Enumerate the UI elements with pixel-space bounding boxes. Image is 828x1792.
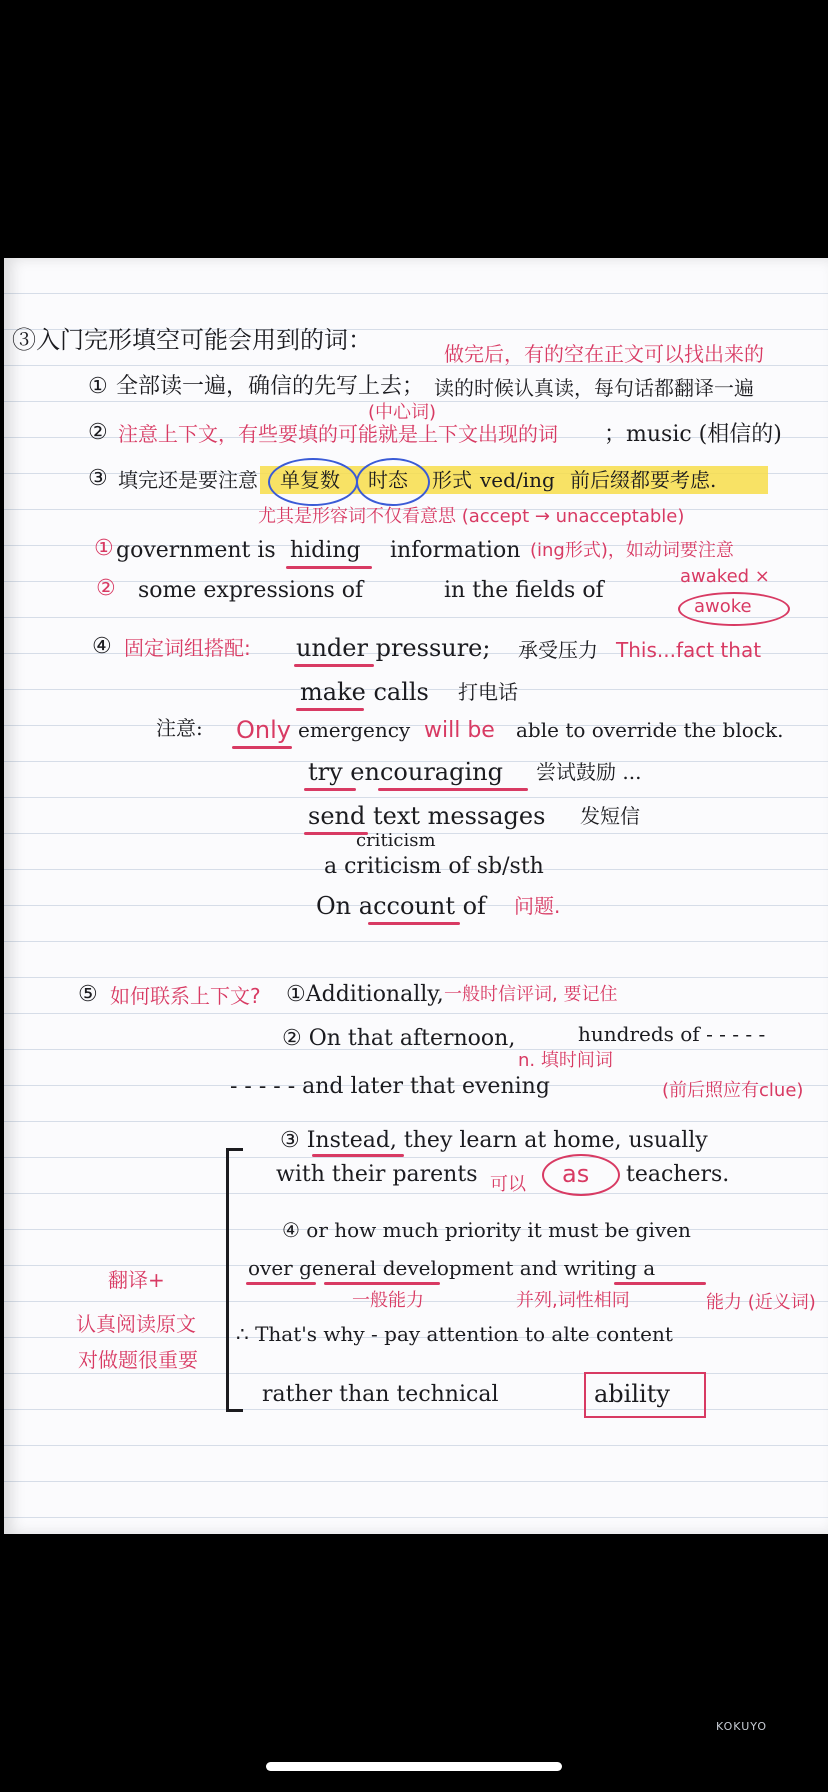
item1-note: 做完后，有的空在正文可以找出来的	[444, 342, 764, 366]
item3b-tail: in the fields of	[444, 578, 604, 603]
section5-line5-word: as	[562, 1160, 590, 1188]
underline-mark	[294, 664, 374, 667]
item4-phrase2-zh: 打电话	[458, 680, 518, 704]
underline-mark	[378, 788, 528, 791]
item2-mid: (中心词)	[368, 402, 437, 423]
item3b-text: some expressions of	[138, 578, 364, 603]
note-label: 注意:	[156, 716, 203, 740]
item3b-side2: awoke	[694, 596, 752, 617]
section5-line7-note1: 一般能力	[352, 1290, 424, 1311]
note4-en: a criticism of sb/sth	[324, 854, 544, 879]
item1-tail: 读的时候认真读，每句话都翻译一遍	[434, 376, 754, 400]
section5-number: ⑤	[78, 982, 98, 1007]
section5-line7-note3: 能力 (近义词)	[706, 1292, 816, 1313]
note2-zh: 尝试鼓励 ...	[536, 760, 642, 784]
item3-part5: 前后缀都要考虑.	[570, 468, 717, 492]
underline-mark	[232, 746, 292, 749]
section5-side1: 翻译+	[108, 1268, 165, 1292]
section5-line5-note: 可以	[490, 1174, 526, 1195]
underline-mark	[286, 566, 372, 569]
underline-mark	[312, 1154, 404, 1157]
item2-tail: ；music (相信的)	[604, 422, 782, 447]
item1-text: 全部读一遍，确信的先写上去；	[116, 374, 425, 399]
section5-line2: ② On that afternoon,	[282, 1026, 516, 1051]
section5-side2: 认真阅读原文	[76, 1312, 196, 1336]
item3-part1: 单复数	[280, 468, 340, 492]
item3a-text: government is	[116, 538, 276, 563]
item4-phrase1-zh: 承受压力	[518, 638, 598, 662]
underline-mark	[368, 922, 460, 925]
section5-sub1: ①Additionally,	[286, 982, 444, 1007]
note3-en: send text messages	[308, 802, 546, 830]
bracket-mark	[226, 1148, 243, 1412]
section5-label: 如何联系上下文?	[110, 984, 261, 1008]
section5-line5: with their parents	[276, 1162, 478, 1187]
item3a-number: ①	[94, 536, 114, 561]
section5-line6: ④ or how much priority it must be given	[282, 1218, 691, 1242]
section5-side3: 对做题很重要	[78, 1348, 198, 1372]
underline-mark	[614, 1282, 706, 1285]
item3-number: ③	[88, 466, 108, 491]
section5-line9: rather than technical	[262, 1382, 499, 1407]
note5-zh: 问题.	[514, 894, 561, 918]
section5-line7-note2: 并列,词性相同	[516, 1290, 630, 1311]
section5-line4: ③ Instead, they learn at home, usually	[280, 1128, 708, 1153]
section5-line3: - - - - - and later that evening	[230, 1074, 550, 1099]
item2-text: 注意上下文，有些要填的可能就是上下文出现的词	[118, 422, 558, 446]
section5-line5-tail: teachers.	[626, 1162, 730, 1187]
note1-willbe: will be	[424, 718, 495, 743]
notebook-page	[4, 258, 828, 1733]
home-indicator[interactable]	[266, 1762, 562, 1771]
note3-zh: 发短信	[580, 804, 640, 828]
item2-number: ②	[88, 420, 108, 445]
item4-label: 固定词组搭配:	[124, 636, 251, 660]
section5-line8: ∴ That's why - pay attention to alte content	[236, 1322, 673, 1346]
section5-line2-tail: hundreds of - - - - -	[578, 1022, 766, 1046]
note4-top: criticism	[356, 830, 436, 851]
underline-mark	[296, 708, 364, 711]
note5-en: On account of	[316, 892, 486, 920]
item4-side: This...fact that	[616, 638, 762, 662]
item3-part2: 时态	[368, 468, 408, 492]
underline-mark	[324, 1282, 440, 1285]
section5-line7: over general development and writing a	[248, 1256, 656, 1280]
item4-phrase2: make calls	[300, 678, 429, 706]
underline-mark	[246, 1282, 316, 1285]
note1-tail: able to override the block.	[516, 718, 784, 742]
section5-line2-note: n. 填时间词	[518, 1050, 613, 1071]
item4-number: ④	[92, 634, 112, 659]
item3-part3: 形式	[432, 468, 472, 492]
underline-mark	[304, 788, 356, 791]
section5-line3-note: (前后照应有clue)	[662, 1080, 804, 1101]
item3-text: 填完还是要注意	[118, 468, 258, 492]
item3b-side1: awaked ×	[680, 566, 770, 587]
section5-line9-word: ability	[594, 1380, 670, 1408]
item4-phrase1: under pressure;	[296, 634, 491, 662]
item3b-number: ②	[96, 576, 116, 601]
item3-part4: ved/ing	[480, 468, 555, 492]
item3a-note: (ing形式)，如动词要注意	[530, 540, 734, 561]
page-heading: ③入门完形填空可能会用到的词：	[12, 326, 372, 354]
item3-note: 尤其是形容词不仅看意思 (accept → unacceptable)	[258, 506, 685, 527]
section5-sub1-note: 一般时信评词, 要记住	[444, 984, 618, 1005]
item3a-tail: information	[390, 538, 521, 563]
note1-only: Only	[236, 716, 291, 744]
item3a-word: hiding	[290, 538, 361, 563]
note1-emergency: emergency	[298, 718, 411, 742]
item1-number: ①	[88, 374, 108, 399]
note2-en: try encouraging	[308, 758, 503, 786]
brand-mark: KOKUYO	[716, 1720, 768, 1733]
